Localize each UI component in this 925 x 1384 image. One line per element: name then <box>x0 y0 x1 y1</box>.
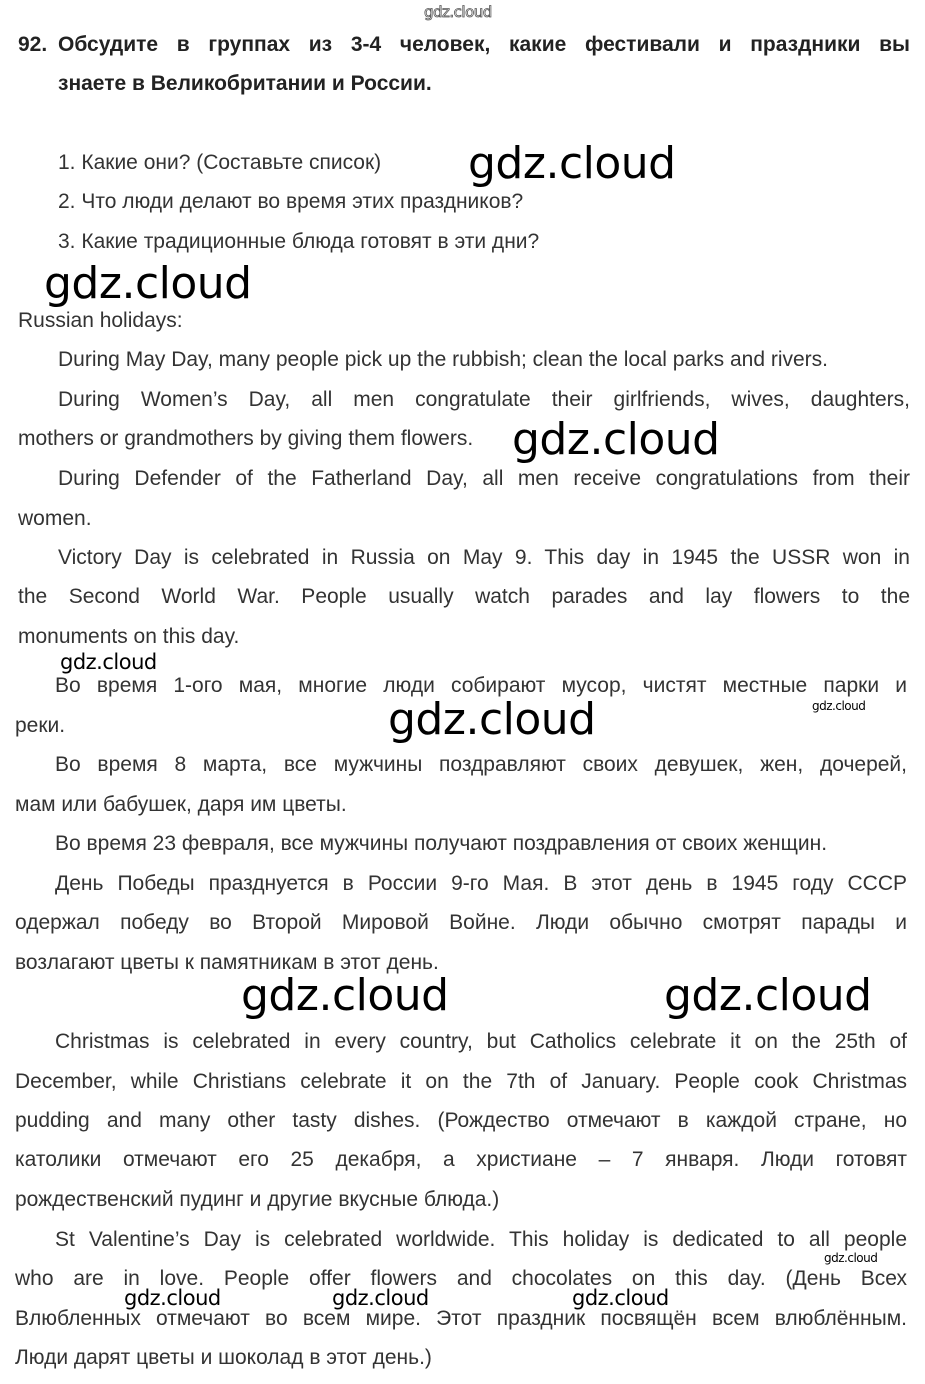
question-1: 1. Какие они? (Составьте список) <box>58 151 382 174</box>
question-2: 2. Что люди делают во время этих праздников? <box>58 190 524 213</box>
watermark: gdz.cloud <box>124 1286 221 1310</box>
watermark: gdz.cloud <box>572 1286 669 1310</box>
watermark: gdz.cloud <box>812 699 866 713</box>
text-line: December, while Christians celebrate it on the 7th of January. People cook Christmas <box>15 1070 907 1093</box>
watermark: gdz.cloud <box>60 650 157 674</box>
watermark: gdz.cloud <box>468 138 676 189</box>
task-number: 92. <box>18 33 48 56</box>
text-line: mothers or grandmothers by giving them flowers. <box>18 427 474 450</box>
text-line: the Second World War. People usually watch parades and lay flowers to the <box>18 585 910 608</box>
text-line: Victory Day is celebrated in Russia on May 9. This day in 1945 the USSR won in <box>58 546 910 569</box>
watermark: gdz.cloud <box>388 694 596 745</box>
text-line: Люди дарят цветы и шоколад в этот день.) <box>15 1346 432 1369</box>
watermark: gdz.cloud <box>332 1286 429 1310</box>
text-line: During Defender of the Fatherland Day, all men receive congratulations from their <box>58 467 910 490</box>
watermark: gdz.cloud <box>512 414 720 465</box>
text-line: women. <box>18 507 92 530</box>
question-3: 3. Какие традиционные блюда готовят в эти дни? <box>58 230 540 253</box>
text-line: Влюбленных отмечают во всем мире. Этот праздник посвящён всем влюблённым. <box>15 1307 907 1330</box>
text-line: рождественский пудинг и другие вкусные блюда.) <box>15 1188 500 1211</box>
text-line: During May Day, many people pick up the rubbish; clean the local parks and rivers. <box>58 348 828 371</box>
watermark-top: gdz.cloud <box>424 3 492 21</box>
text-line: Во время 1-ого мая, многие люди собирают мусор, чистят местные парки и <box>55 674 907 697</box>
watermark: gdz.cloud <box>664 970 872 1021</box>
watermark: gdz.cloud <box>241 970 449 1021</box>
text-line: pudding and many other tasty dishes. (Рождество отмечают в каждой стране, но <box>15 1109 907 1132</box>
text-line: одержал победу во Второй Мировой Войне. Люди обычно смотрят парады и <box>15 911 907 934</box>
text-line: monuments on this day. <box>18 625 240 648</box>
text-line: During Women’s Day, all men congratulate their girlfriends, wives, daughters, <box>58 388 910 411</box>
text-line: St Valentine’s Day is celebrated worldwide. This holiday is dedicated to all people <box>55 1228 907 1251</box>
section-heading-russian-holidays: Russian holidays: <box>18 309 183 332</box>
task-line-2: знаете в Великобритании и России. <box>58 72 432 95</box>
text-line: католики отмечают его 25 декабря, а христиане – 7 января. Люди готовят <box>15 1148 907 1171</box>
text-line: Во время 23 февраля, все мужчины получают поздравления от своих женщин. <box>55 832 828 855</box>
watermark: gdz.cloud <box>824 1251 878 1265</box>
text-line: День Победы празднуется в России 9-го Мая. В этот день в 1945 году СССР <box>55 872 907 895</box>
text-line: возлагают цветы к памятникам в этот день. <box>15 951 439 974</box>
text-line: Christmas is celebrated in every country, but Catholics celebrate it on the 25th of <box>55 1030 907 1053</box>
text-line: who are in love. People offer flowers and chocolates on this day. (День Всех <box>15 1267 907 1290</box>
watermark: gdz.cloud <box>44 258 252 309</box>
text-line: мам или бабушек, даря им цветы. <box>15 793 347 816</box>
text-line: Во время 8 марта, все мужчины поздравляют своих девушек, жен, дочерей, <box>55 753 907 776</box>
task-line-1: Обсудите в группах из 3-4 человек, какие фестивали и праздники вы <box>58 33 910 56</box>
text-line: реки. <box>15 714 66 737</box>
